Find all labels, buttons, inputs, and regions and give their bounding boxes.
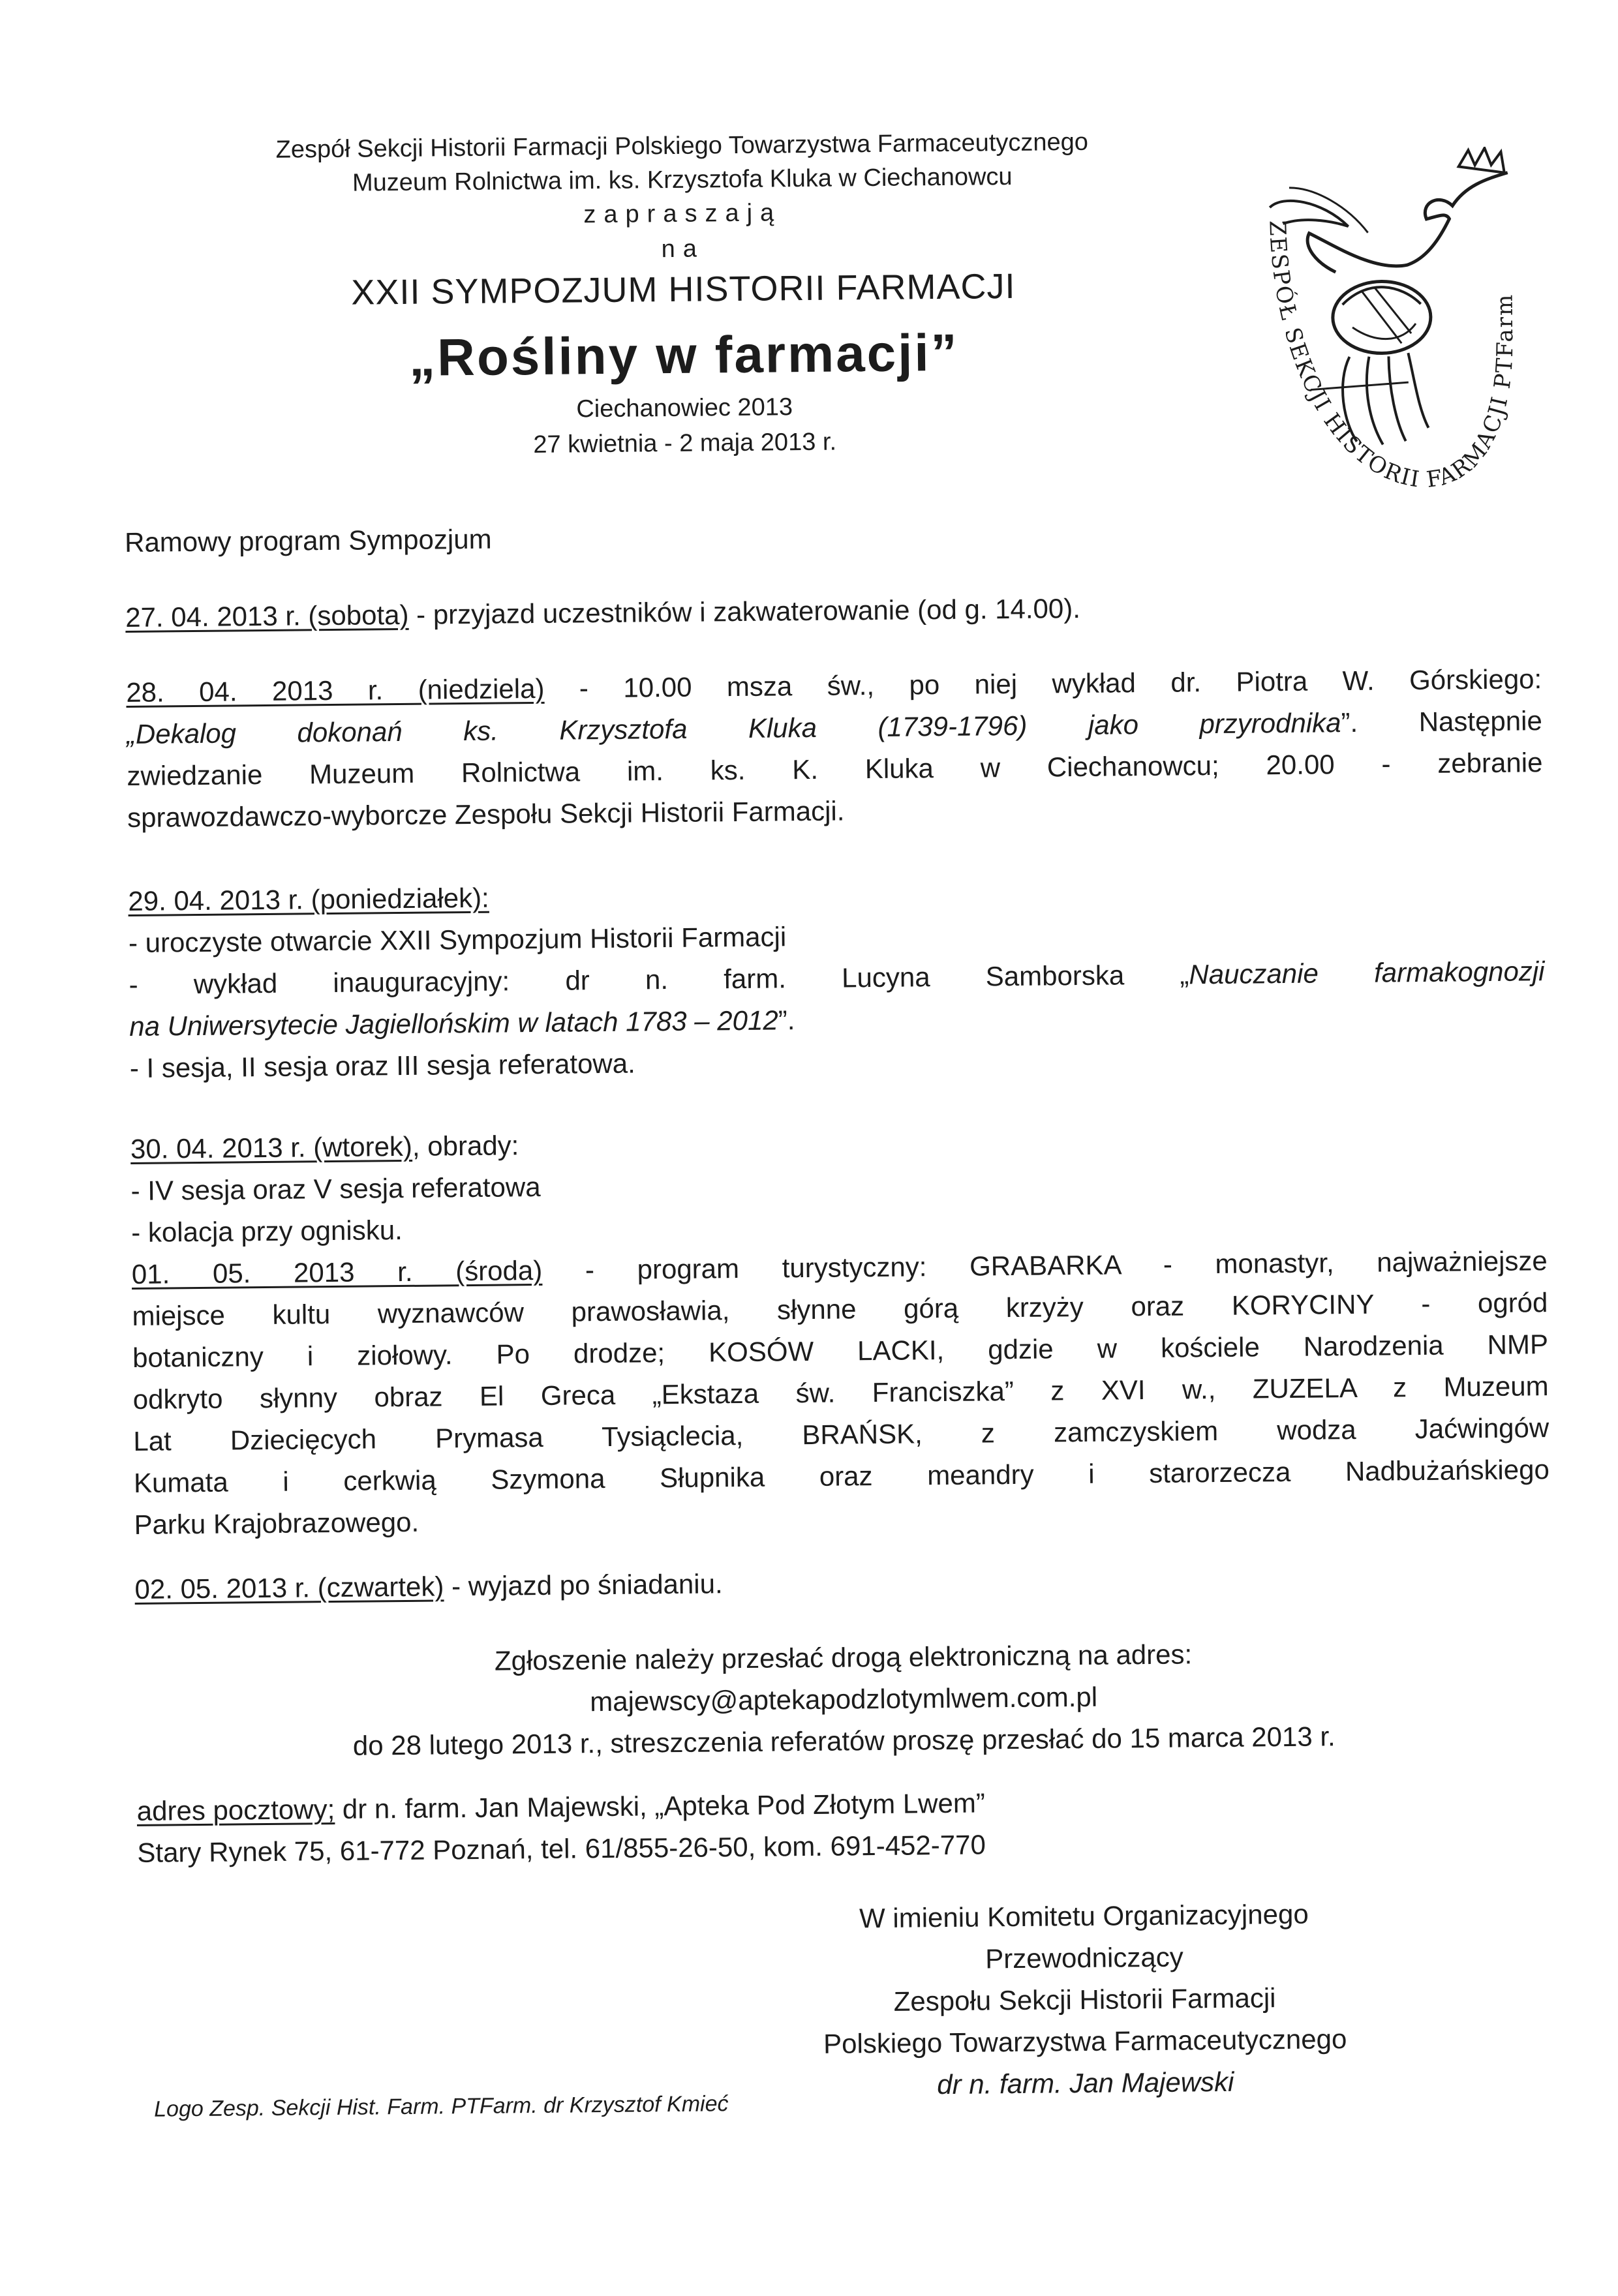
signature-line-2: Przewodniczący bbox=[985, 1941, 1183, 1974]
registration-deadline: do 28 lutego 2013 r., streszczenia referatów proszę przesłać do 15 marca 2013 r. bbox=[352, 1721, 1336, 1761]
day-2-date: 28. 04. 2013 r. (niedziela) bbox=[126, 672, 545, 708]
logo-ring-text: ZESPÓŁ SEKCJI HISTORII FARMACJI PTFarm bbox=[1264, 220, 1519, 493]
program-day-6 bbox=[134, 1555, 1551, 1610]
signature-line-3: Zespołu Sekcji Historii Farmacji bbox=[893, 1982, 1276, 2017]
day-4-date: 30. 04. 2013 r. (wtorek) bbox=[130, 1130, 413, 1164]
day-4-line-1: , obrady: bbox=[412, 1130, 519, 1162]
program-day-3 bbox=[128, 867, 1546, 1089]
program-day-4 bbox=[130, 1115, 1550, 1546]
day-2-line-4: sprawozdawczo-wyborcze Zespołu Sekcji Historii Farmacji. bbox=[127, 795, 845, 834]
registration-line-1: Zgłoszenie należy przesłać drogą elektroniczną na adres: bbox=[494, 1639, 1193, 1676]
postal-address bbox=[136, 1777, 1553, 1874]
symposium-subtitle: „Rośliny w farmacji” bbox=[408, 323, 960, 387]
day-4-line-2: - IV sesja oraz V sesja referatowa bbox=[130, 1171, 541, 1206]
address-label: adres pocztowy; bbox=[136, 1794, 335, 1826]
day-6-text: - wyjazd po śniadaniu. bbox=[444, 1568, 723, 1602]
day-3-line-3-rest: ”. bbox=[778, 1004, 795, 1036]
day-5-line-4: odkryto słynny obraz El Greca „Ekstaza św. Franciszka” z XVI w., ZUZELA z Muzeum bbox=[132, 1370, 1549, 1415]
day-3-line-2: - wykład inauguracyjny: dr n. farm. Lucyna Samborska „ bbox=[129, 959, 1189, 1000]
signature-name: dr n. farm. Jan Majewski bbox=[937, 2066, 1234, 2100]
day-2-line-2-rest: ”. Następnie bbox=[1341, 705, 1543, 738]
program-day-2 bbox=[126, 658, 1543, 839]
eagle-pharmacy-emblem-icon bbox=[1243, 146, 1533, 514]
program-day-1 bbox=[125, 583, 1542, 639]
day-5-line-5: Lat Dziecięcych Prymasa Tysiąclecia, BRAŃSK, z zamczyskiem wodza Jaćwingów bbox=[133, 1412, 1549, 1457]
registration bbox=[135, 1630, 1552, 1769]
address-line-2: Stary Rynek 75, 61-772 Poznań, tel. 61/855-26-50, kom. 691-452-770 bbox=[137, 1829, 986, 1868]
day-5-date: 01. 05. 2013 r. (środa) bbox=[131, 1254, 543, 1290]
day-3-date: 29. 04. 2013 r. (poniedziałek): bbox=[128, 882, 489, 916]
program-heading: Ramowy program Sympozjum bbox=[124, 523, 492, 558]
day-2-line-1: - 10.00 msza św., po niej wykład dr. Piotra W. Górskiego: bbox=[544, 663, 1542, 704]
signature-line-4: Polskiego Towarzystwa Farmaceutycznego bbox=[823, 2023, 1347, 2059]
invite-line-2: na bbox=[661, 235, 705, 264]
invite-line-1: zapraszają bbox=[583, 199, 782, 229]
symposium-title: XXII SYMPOZJUM HISTORII FARMACJI bbox=[351, 266, 1016, 312]
symposium-place: Ciechanowiec 2013 bbox=[576, 393, 793, 423]
address-line-1: dr n. farm. Jan Majewski, „Apteka Pod Złotym Lwem” bbox=[335, 1787, 986, 1825]
day-1-text: - przyjazd uczestników i zakwaterowanie (od g. 14.00). bbox=[408, 592, 1081, 630]
organizer-line-1: Zespół Sekcji Historii Farmacji Polskiego Towarzystwa Farmaceutycznego bbox=[275, 128, 1089, 164]
day-5-line-7: Parku Krajobrazowego. bbox=[134, 1506, 420, 1540]
day-2-lecture-title: „Dekalog dokonań ks. Krzysztofa Kluka (1739-1796) jako przyrodnika bbox=[126, 707, 1341, 750]
day-5-line-2: miejsce kultu wyznawców prawosławia, słynne górą krzyży oraz KORYCINY - ogród bbox=[132, 1287, 1548, 1331]
day-3-lecture-title: Nauczanie farmakognozji bbox=[1189, 956, 1545, 990]
day-3-lecture-title-cont: na Uniwersytecie Jagiellońskim w latach 1783 – 2012 bbox=[129, 1004, 778, 1042]
day-6-date: 02. 05. 2013 r. (czwartek) bbox=[134, 1571, 444, 1605]
day-5-line-6: Kumata i cerkwią Szymona Słupnika oraz meandry i starorzecza Nadbużańskiego bbox=[133, 1454, 1550, 1498]
day-4-line-3: - kolacja przy ognisku. bbox=[131, 1214, 403, 1248]
day-3-line-4: - I sesja, II sesja oraz III sesja referatowa. bbox=[129, 1048, 636, 1083]
symposium-dates: 27 kwietnia - 2 maja 2013 r. bbox=[533, 428, 837, 459]
registration-email[interactable]: majewscy@aptekapodzlotymlwem.com.pl bbox=[590, 1681, 1098, 1717]
signature-line-1: W imieniu Komitetu Organizacyjnego bbox=[859, 1898, 1309, 1934]
logo-credit: Logo Zesp. Sekcji Hist. Farm. PTFarm. dr Krzysztof Kmieć bbox=[153, 2091, 729, 2122]
day-2-line-3: zwiedzanie Muzeum Rolnictwa im. ks. K. Kluka w Ciechanowcu; 20.00 - zebranie bbox=[127, 747, 1543, 792]
organizer-line-2: Muzeum Rolnictwa im. ks. Krzysztofa Kluka w Ciechanowcu bbox=[352, 162, 1013, 197]
day-5-line-3: botaniczny i ziołowy. Po drodze; KOSÓW LACKI, gdzie w kościele Narodzenia NMP bbox=[132, 1329, 1549, 1373]
day-3-line-1: - uroczyste otwarcie XXII Sympozjum Historii Farmacji bbox=[128, 921, 787, 958]
svg-text:ZESPÓŁ SEKCJI HISTORII FARMACJ bbox=[1264, 218, 1519, 494]
signature-block bbox=[712, 1892, 1458, 2108]
day-5-line-1: - program turystyczny: GRABARKA - monastyr, najważniejsze bbox=[542, 1245, 1548, 1286]
day-1-date: 27. 04. 2013 r. (sobota) bbox=[125, 599, 409, 633]
